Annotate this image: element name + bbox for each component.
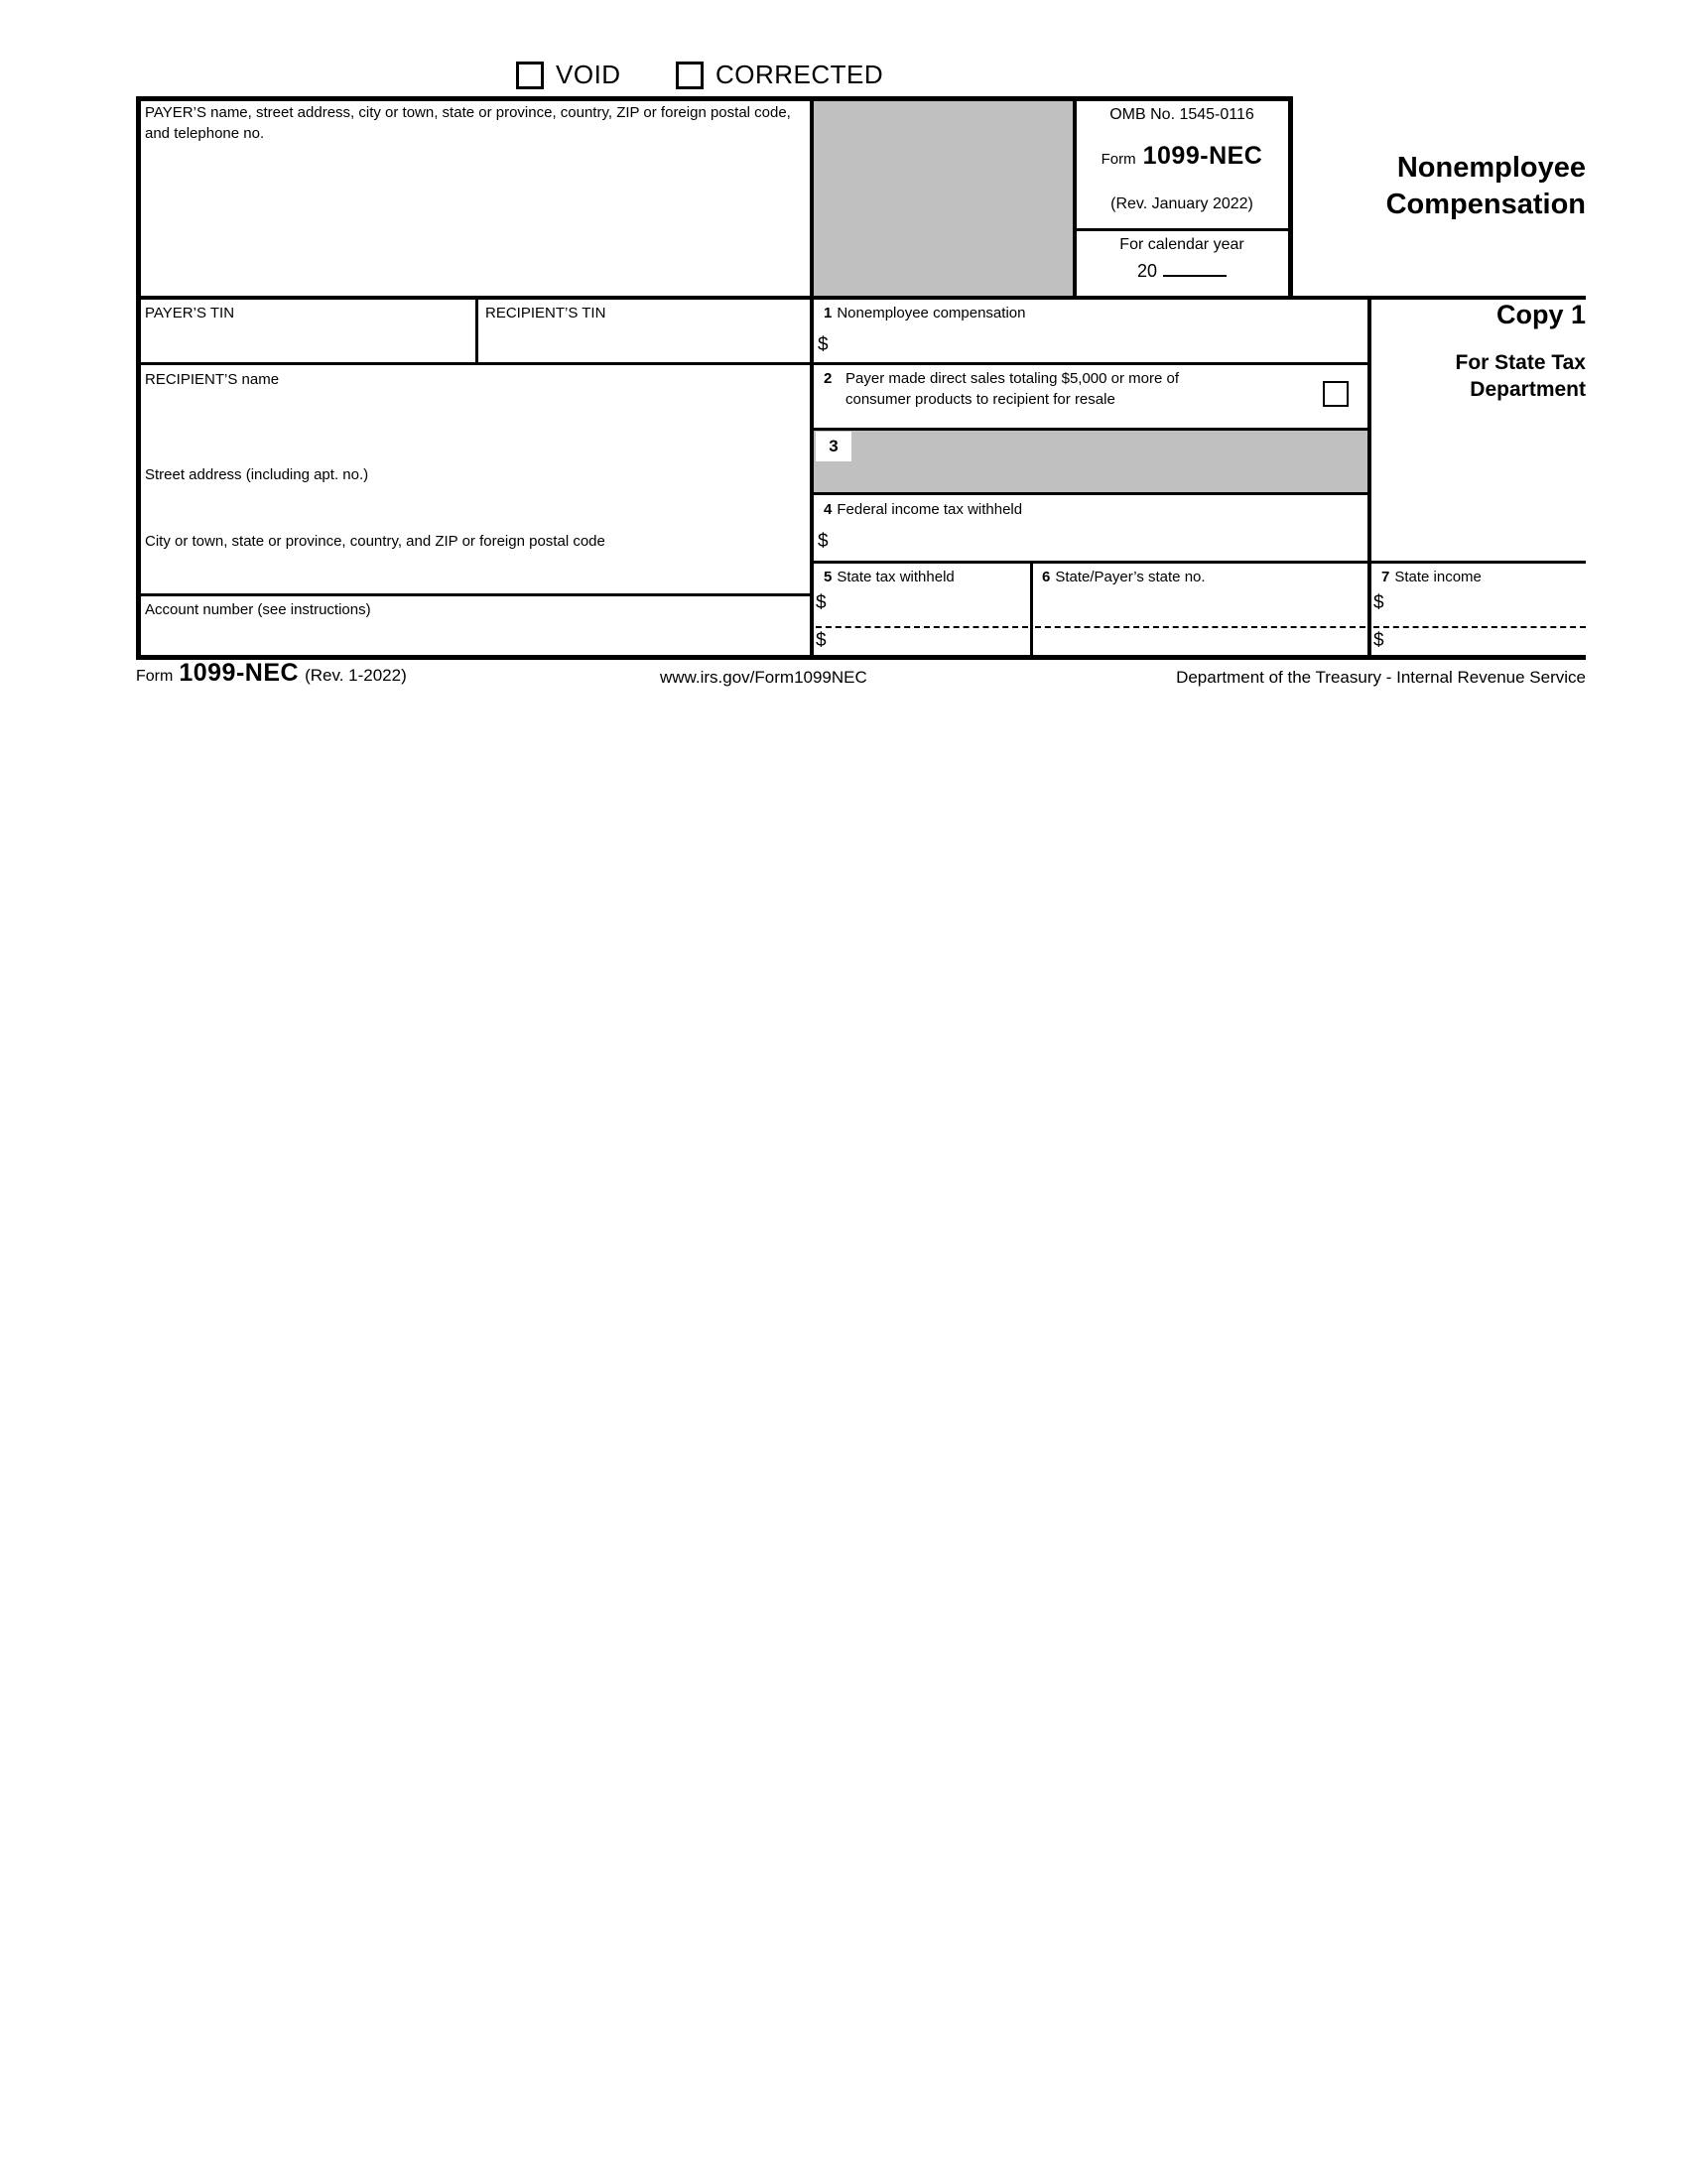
box5-label	[824, 567, 955, 587]
recipient-tin-field[interactable]	[485, 325, 803, 359]
street-address-field[interactable]	[145, 487, 800, 525]
box6-number: 6	[1042, 569, 1051, 585]
box2-label-line1: Payer made direct sales totaling $5,000 or more of	[845, 370, 1180, 387]
box7-dollar-sign-1: $	[1373, 592, 1384, 613]
void-checkbox[interactable]	[516, 62, 544, 89]
box3-number: 3	[816, 432, 851, 461]
box6-state-no-field-1[interactable]	[1038, 591, 1363, 619]
form-title-line2: Compensation	[1385, 189, 1586, 220]
form-word: Form	[1101, 151, 1136, 168]
recipient-name-field[interactable]	[145, 392, 800, 456]
box7-label	[1381, 567, 1482, 587]
payer-box-label: PAYER’S name, street address, city or town, state or province, country, ZIP or foreign postal code, and telephone no.	[145, 104, 791, 142]
copy-for-label	[1456, 349, 1586, 403]
box2-label-line2: consumer products to recipient for resale	[845, 391, 1115, 408]
divider-omb-calendar	[1077, 228, 1288, 231]
divider-right-column	[1367, 296, 1371, 660]
corrected-label: CORRECTED	[715, 60, 884, 89]
box4-dollar-sign: $	[818, 531, 829, 552]
box1-label	[824, 303, 1025, 323]
void-label: VOID	[556, 60, 621, 89]
row-line-box2-bottom	[812, 428, 1371, 431]
box7-dollar-sign-2: $	[1373, 630, 1384, 651]
box5-label-text: State tax withheld	[837, 569, 955, 585]
box5-dollar-sign-2: $	[816, 630, 827, 651]
dashed-line-box5	[816, 626, 1028, 628]
box6-state-no-field-2[interactable]	[1038, 629, 1363, 653]
form-title-line1: Nonemployee	[1396, 152, 1586, 184]
omb-number: OMB No. 1545-0116	[1109, 106, 1254, 123]
border-omb-right	[1288, 96, 1293, 298]
box2-number: 2	[824, 370, 833, 387]
footer-url-link[interactable]: www.irs.gov/Form1099NEC	[660, 668, 867, 687]
shaded-area-top	[814, 99, 1073, 296]
box3-shaded-area	[814, 430, 1367, 492]
city-state-zip-label: City or town, state or province, country, and ZIP or foreign postal code	[145, 533, 605, 550]
row-line-box3-bottom	[812, 492, 1371, 495]
copy-for-line1: For State Tax	[1455, 351, 1586, 374]
footer-department: Department of the Treasury - Internal Revenue Service	[1176, 668, 1586, 687]
box4-label-text: Federal income tax withheld	[837, 501, 1023, 518]
dashed-line-box7	[1373, 626, 1586, 628]
box2-resale-checkbox[interactable]	[1323, 381, 1349, 407]
copy-label: Copy 1	[1495, 300, 1586, 329]
payer-tin-field[interactable]	[145, 325, 467, 359]
payer-tin-label: PAYER’S TIN	[145, 305, 235, 321]
copy-for-line2: Department	[1470, 378, 1586, 401]
form-number: 1099-NEC	[1142, 142, 1263, 170]
box7-amount-field-1[interactable]	[1394, 591, 1583, 619]
border-top	[136, 96, 1293, 101]
calendar-year-row	[1077, 258, 1287, 282]
box6-label	[1042, 567, 1206, 587]
box1-amount-field[interactable]	[839, 331, 1355, 359]
box7-number: 7	[1381, 569, 1390, 585]
box5-amount-field-1[interactable]	[837, 591, 1025, 619]
form-title	[1386, 150, 1586, 223]
account-number-field[interactable]	[145, 622, 800, 652]
footer-form-id	[136, 659, 407, 688]
box4-amount-field[interactable]	[839, 528, 1355, 556]
box4-label	[824, 499, 1022, 520]
calendar-year-label: For calendar year	[1119, 236, 1244, 253]
divider-main-columns	[810, 96, 814, 660]
box5-number: 5	[824, 569, 833, 585]
footer-revision: (Rev. 1-2022)	[305, 666, 407, 685]
box1-label-text: Nonemployee compensation	[837, 305, 1026, 321]
footer-form-number: 1099-NEC	[179, 659, 300, 687]
box7-label-text: State income	[1394, 569, 1482, 585]
divider-tin	[475, 296, 478, 365]
box4-number: 4	[824, 501, 833, 518]
row-line-account-top	[136, 593, 814, 596]
corrected-checkbox[interactable]	[676, 62, 704, 89]
box5-dollar-sign-1: $	[816, 592, 827, 613]
revision-label: (Rev. January 2022)	[1110, 195, 1253, 212]
row-line-box4-bottom	[812, 561, 1586, 564]
border-left	[136, 96, 141, 660]
calendar-year-prefix: 20	[1136, 261, 1158, 281]
calendar-year-field[interactable]	[1163, 258, 1227, 277]
footer-form-word: Form	[136, 668, 174, 685]
box1-number: 1	[824, 305, 833, 321]
box5-amount-field-2[interactable]	[837, 629, 1025, 653]
divider-box5-box6	[1030, 561, 1033, 660]
payer-info-field[interactable]	[145, 149, 800, 288]
account-number-label: Account number (see instructions)	[145, 601, 371, 618]
recipient-tin-label: RECIPIENT’S TIN	[485, 305, 606, 321]
recipient-name-label: RECIPIENT’S name	[145, 371, 280, 388]
city-state-zip-field[interactable]	[145, 554, 800, 589]
box6-label-text: State/Payer’s state no.	[1055, 569, 1206, 585]
box1-dollar-sign: $	[818, 334, 829, 355]
dashed-line-box6	[1035, 626, 1365, 628]
street-address-label: Street address (including apt. no.)	[145, 466, 369, 483]
row-line-2	[136, 362, 1371, 365]
box7-amount-field-2[interactable]	[1394, 629, 1583, 653]
